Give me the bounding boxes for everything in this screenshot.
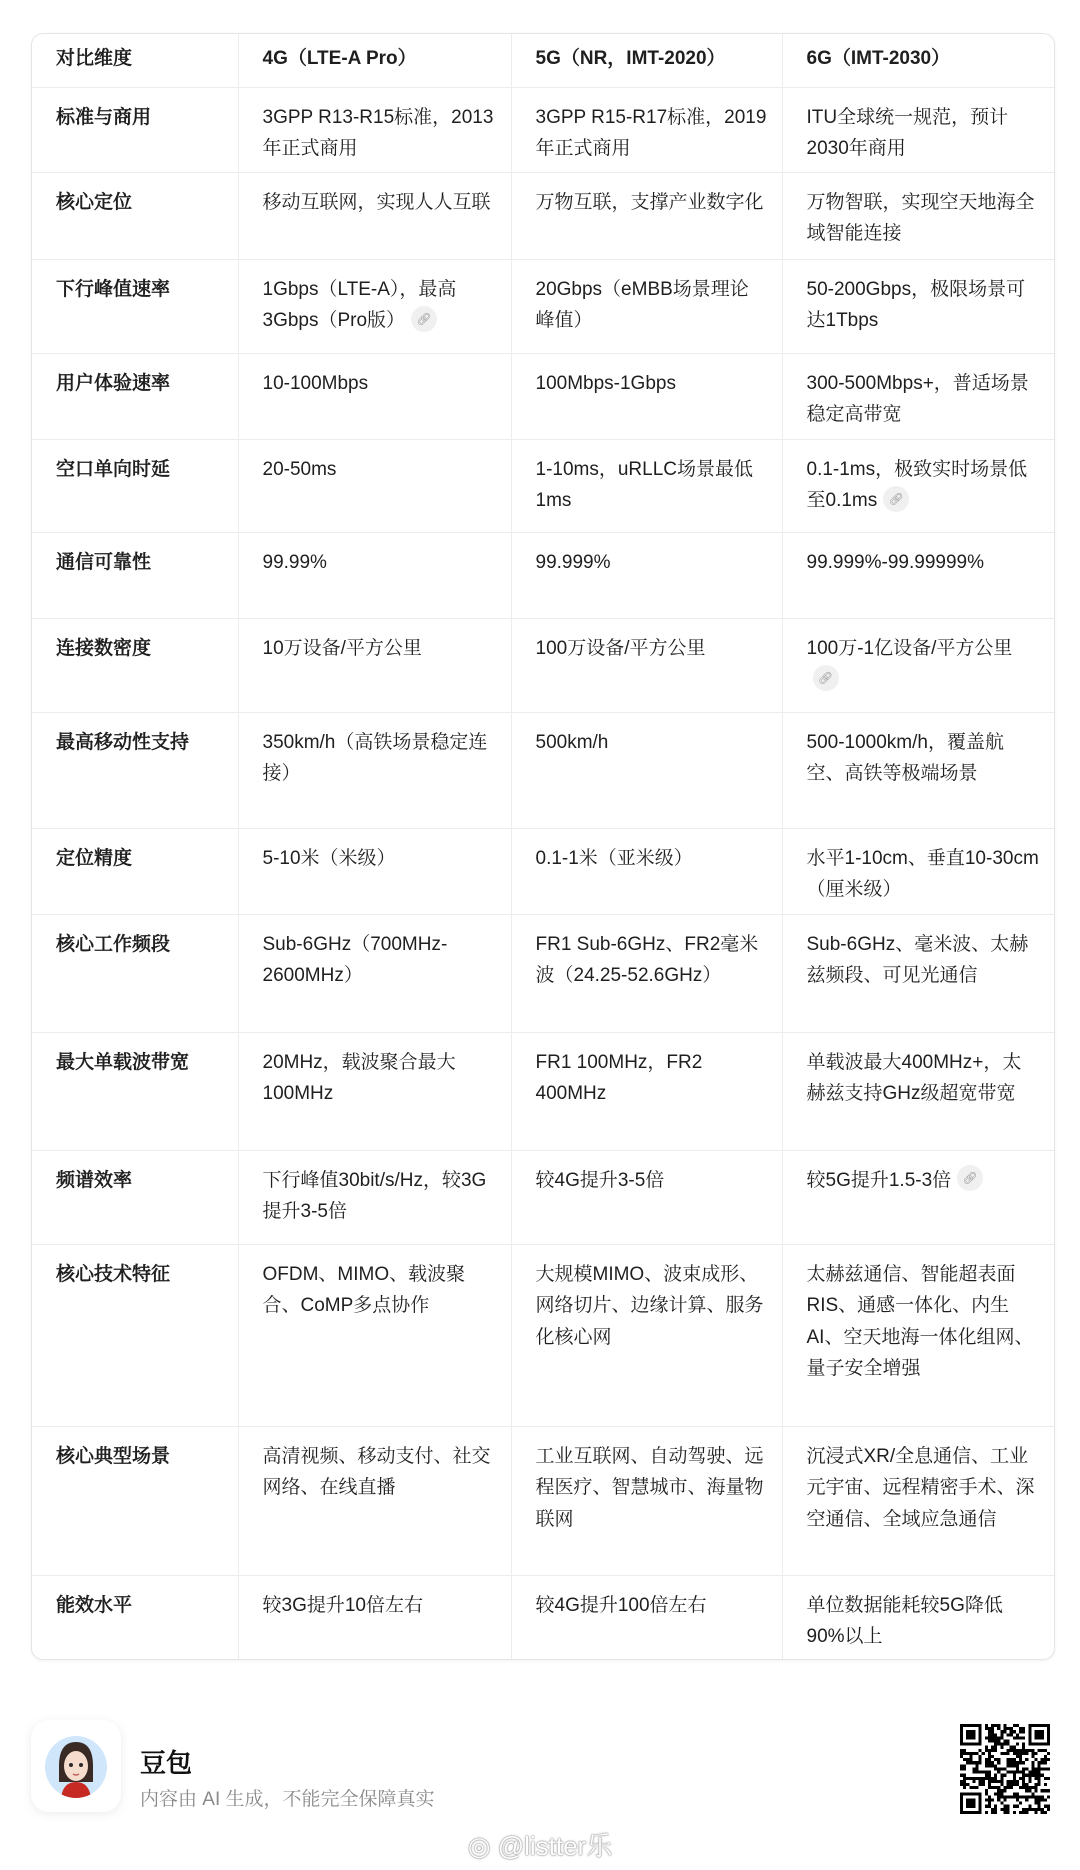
table-row [32,1150,1054,1244]
cell-4g [238,1426,511,1575]
watermark [0,1826,1080,1863]
dimension-cell [32,1426,238,1575]
cell-text: FR1 Sub-6GHz、FR2毫米波（24.25-52.6GHz） [535,933,759,986]
cell-text: 水平1-10cm、垂直10-30cm（厘米级） [806,847,1039,900]
cell-5g [511,532,782,618]
table-row [32,259,1054,353]
cell-4g [238,532,511,618]
table-header-row [32,34,1054,87]
cell-6g [782,172,1054,259]
cell-6g [782,439,1054,532]
cell-text: 用户体验速率 [56,372,171,394]
table-row [32,1032,1054,1150]
dimension-cell [32,1032,238,1150]
cell-text: 沉浸式XR/全息通信、工业元宇宙、远程精密手术、深空通信、全域应急通信 [806,1445,1035,1530]
cell-text: 99.999%-99.99999% [806,551,984,573]
dimension-cell [32,353,238,439]
cell-5g [511,914,782,1032]
cell-6g [782,1426,1054,1575]
dimension-cell [32,914,238,1032]
header-4g: 4G（LTE-A Pro） [238,34,511,87]
cell-6g [782,353,1054,439]
dimension-cell [32,259,238,353]
cell-text: 100万-1亿设备/平方公里 [806,637,1013,659]
cell-text: 移动互联网，实现人人互联 [262,191,491,213]
cell-text: 大规模MIMO、波束成形、网络切片、边缘计算、服务化核心网 [535,1263,764,1348]
table-row [32,1426,1054,1575]
cell-5g [511,712,782,828]
cell-4g [238,259,511,353]
cell-text: 99.99% [262,551,327,573]
cell-text: 通信可靠性 [56,551,152,573]
cell-6g [782,618,1054,712]
cell-5g [511,618,782,712]
cell-text: 5-10米（米级） [262,847,396,869]
cell-4g [238,1575,511,1659]
header-dimension: 对比维度 [32,34,238,87]
cell-6g [782,1575,1054,1659]
dimension-cell [32,1150,238,1244]
cell-text: 10万设备/平方公里 [262,637,422,659]
cell-text: 连接数密度 [56,637,152,659]
source-link-icon[interactable]: 🔗︎ [813,665,839,691]
comparison-table [32,34,1054,1659]
cell-5g [511,259,782,353]
cell-text: Sub-6GHz、毫米波、太赫兹频段、可见光通信 [806,933,1029,986]
cell-5g [511,353,782,439]
cell-6g [782,1032,1054,1150]
cell-text: 500-1000km/h，覆盖航空、高铁等极端场景 [806,731,1004,784]
source-link-icon[interactable]: 🔗︎ [411,306,437,332]
table-row [32,712,1054,828]
cell-text: 核心典型场景 [56,1445,171,1467]
cell-text: 高清视频、移动支付、社交网络、在线直播 [262,1445,491,1498]
cell-text: 核心定位 [56,191,133,213]
cell-text: 最高移动性支持 [56,731,190,753]
cell-text: 0.1-1米（亚米级） [535,847,693,869]
cell-4g [238,1244,511,1426]
cell-text: 20-50ms [262,458,337,480]
dimension-cell [32,618,238,712]
table-row [32,532,1054,618]
cell-6g [782,1150,1054,1244]
assistant-name: 豆包 [140,1748,193,1778]
cell-6g [782,532,1054,618]
source-link-icon[interactable]: 🔗︎ [883,486,909,512]
cell-4g [238,439,511,532]
dimension-cell [32,532,238,618]
cell-text: 3GPP R15-R17标准，2019年正式商用 [535,106,767,159]
cell-4g [238,618,511,712]
watermark-text: @listter乐 [497,1831,613,1861]
doubao-avatar [31,1720,121,1812]
dimension-cell [32,828,238,914]
cell-text: OFDM、MIMO、载波聚合、CoMP多点协作 [262,1263,466,1316]
header-6g: 6G（IMT-2030） [782,34,1054,87]
cell-text: 频谱效率 [56,1169,133,1191]
cell-5g [511,1426,782,1575]
cell-text: 50-200Gbps，极限场景可达1Tbps [806,278,1026,331]
cell-4g [238,1150,511,1244]
cell-5g [511,828,782,914]
avatar-illustration [45,1736,107,1798]
cell-text: FR1 100MHz，FR2 400MHz [535,1051,703,1104]
cell-4g [238,87,511,172]
cell-text: 较5G提升1.5-3倍 [806,1169,952,1191]
table-row [32,172,1054,259]
cell-5g [511,87,782,172]
cell-6g [782,1244,1054,1426]
ai-disclaimer: 内容由 AI 生成，不能完全保障真实 [140,1789,435,1810]
dimension-cell [32,172,238,259]
table-row [32,1575,1054,1659]
cell-text: 单位数据能耗较5G降低90%以上 [806,1594,1003,1647]
cell-text: 标准与商用 [56,106,152,128]
cell-text: 最大单载波带宽 [56,1051,190,1073]
source-link-icon[interactable]: 🔗︎ [957,1165,983,1191]
cell-5g [511,439,782,532]
cell-text: 99.999% [535,551,611,573]
cell-text: 较4G提升100倍左右 [535,1594,707,1616]
dimension-cell [32,1575,238,1659]
header-5g: 5G（NR，IMT-2020） [511,34,782,87]
dimension-cell [32,1244,238,1426]
cell-text: 核心技术特征 [56,1263,171,1285]
cell-6g [782,87,1054,172]
cell-text: 350km/h（高铁场景稳定连接） [262,731,488,784]
table-row [32,618,1054,712]
cell-4g [238,828,511,914]
cell-text: 3GPP R13-R15标准，2013年正式商用 [262,106,494,159]
cell-text: 空口单向时延 [56,458,171,480]
cell-4g [238,353,511,439]
qr-code [960,1724,1050,1814]
cell-4g [238,914,511,1032]
cell-4g [238,712,511,828]
cell-6g [782,828,1054,914]
cell-text: 1-10ms，uRLLC场景最低1ms [535,458,753,511]
cell-text: 定位精度 [56,847,133,869]
table-row [32,914,1054,1032]
cell-5g [511,172,782,259]
dimension-cell [32,87,238,172]
cell-text: ITU全球统一规范，预计2030年商用 [806,106,1009,159]
cell-text: 100Mbps-1Gbps [535,372,676,394]
cell-text: 较3G提升10倍左右 [262,1594,423,1616]
table-row [32,87,1054,172]
cell-6g [782,259,1054,353]
cell-6g [782,914,1054,1032]
cell-5g [511,1244,782,1426]
cell-text: 0.1-1ms，极致实时场景低至0.1ms [806,458,1028,511]
cell-4g [238,172,511,259]
dimension-cell [32,712,238,828]
cell-text: 100万设备/平方公里 [535,637,706,659]
table-row [32,439,1054,532]
table-row [32,828,1054,914]
cell-text: 万物互联，支撑产业数字化 [535,191,764,213]
cell-text: 20Gbps（eMBB场景理论峰值） [535,278,749,331]
cell-text: Sub-6GHz（700MHz-2600MHz） [262,933,448,986]
cell-5g [511,1575,782,1659]
cell-5g [511,1032,782,1150]
cell-6g [782,712,1054,828]
cell-text: 10-100Mbps [262,372,369,394]
dimension-cell [32,439,238,532]
table-row [32,1244,1054,1426]
cell-text: 1Gbps（LTE-A），最高3Gbps（Pro版） [262,278,457,331]
cell-text: 单载波最大400MHz+，太赫兹支持GHz级超宽带宽 [806,1051,1022,1104]
cell-text: 万物智联，实现空天地海全域智能连接 [806,191,1035,244]
cell-text: 500km/h [535,731,609,753]
cell-text: 工业互联网、自动驾驶、远程医疗、智慧城市、海量物联网 [535,1445,764,1530]
cell-text: 下行峰值速率 [56,278,171,300]
comparison-table-container [31,33,1055,1660]
table-row [32,353,1054,439]
cell-text: 20MHz，载波聚合最大100MHz [262,1051,456,1104]
cell-text: 较4G提升3-5倍 [535,1169,665,1191]
cell-4g [238,1032,511,1150]
cell-text: 太赫兹通信、智能超表面RIS、通感一体化、内生AI、空天地海一体化组网、量子安全增强 [806,1263,1034,1379]
weibo-icon: ◎ [467,1831,498,1861]
cell-5g [511,1150,782,1244]
cell-text: 能效水平 [56,1594,133,1616]
cell-text: 300-500Mbps+，普适场景稳定高带宽 [806,372,1029,425]
cell-text: 核心工作频段 [56,933,171,955]
cell-text: 下行峰值30bit/s/Hz，较3G提升3-5倍 [262,1169,487,1222]
